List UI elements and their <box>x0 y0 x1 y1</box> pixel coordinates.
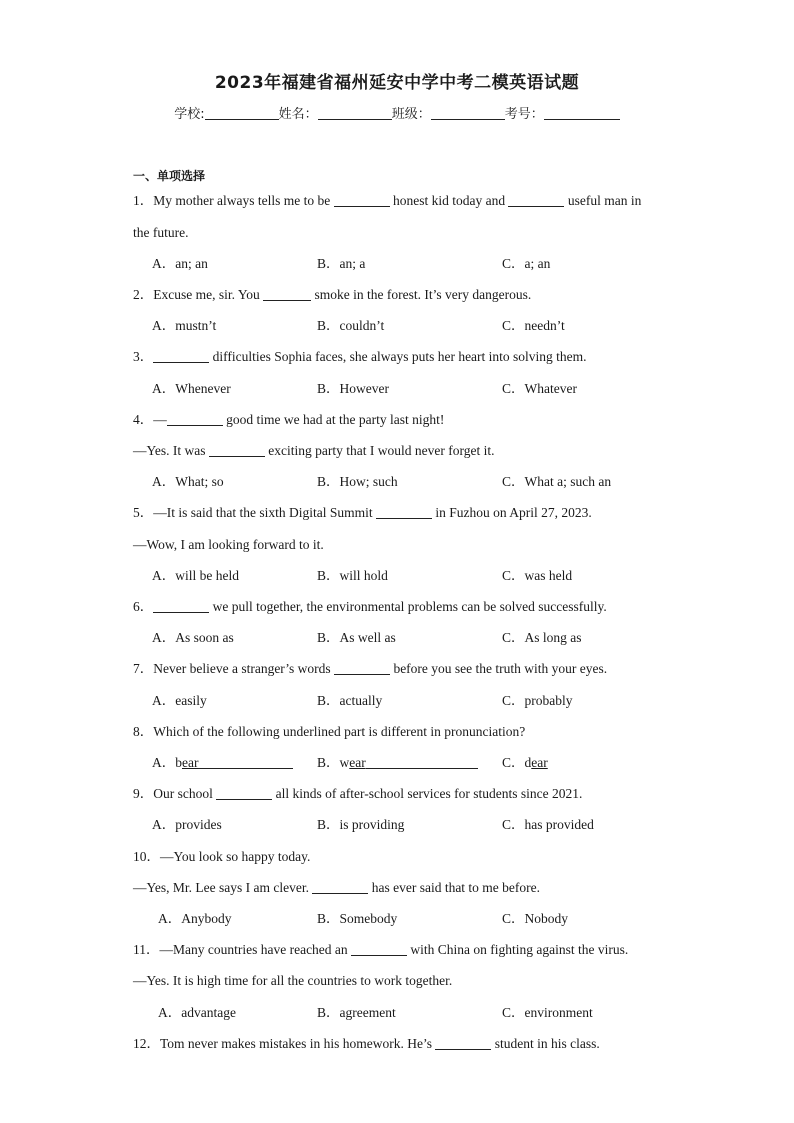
question-6-option-a[interactable]: A．As soon as <box>152 630 234 645</box>
question-4-option-b[interactable]: B．How; such <box>317 474 398 489</box>
question-text: 1．My mother always tells me to be <box>133 193 334 208</box>
question-text: 3． <box>133 349 154 364</box>
question-text: good time we had at the party last night! <box>222 412 445 427</box>
answer-blank[interactable] <box>209 443 265 457</box>
question-text: smoke in the forest. It’s very dangerous. <box>311 287 532 302</box>
question-text: difficulties Sophia faces, she always puts her heart into solving them. <box>209 349 587 364</box>
answer-blank[interactable] <box>508 193 564 207</box>
answer-blank[interactable] <box>376 505 432 519</box>
question-text: student in his class. <box>491 1036 600 1051</box>
class-label: 班级： <box>391 107 431 122</box>
question-4-line-1 <box>133 412 444 428</box>
question-6-option-c[interactable]: C．As long as <box>502 630 582 645</box>
question-text: 10．—You look so happy today. <box>133 849 311 864</box>
underlined-part: ear <box>182 755 199 770</box>
question-10-line-2 <box>133 880 540 896</box>
class-field[interactable] <box>431 106 505 120</box>
answer-blank[interactable] <box>334 193 390 207</box>
answer-blank[interactable] <box>334 661 390 675</box>
question-text: with China on fighting against the virus. <box>407 942 629 957</box>
underlined-part: ear <box>349 755 366 770</box>
question-9-option-c[interactable]: C．has provided <box>502 817 594 832</box>
question-5-line-1 <box>133 505 592 521</box>
question-8-option-c[interactable] <box>502 755 548 771</box>
question-text: honest kid today and <box>389 193 509 208</box>
question-text: 9．Our school <box>133 786 217 801</box>
question-3-option-c[interactable]: C．Whatever <box>502 381 577 396</box>
answer-blank[interactable] <box>167 412 223 426</box>
question-6-option-b[interactable]: B．As well as <box>317 630 396 645</box>
question-12-line-1 <box>133 1036 600 1052</box>
section-title: 一、单项选择 <box>133 169 206 183</box>
answer-blank[interactable] <box>153 599 209 613</box>
exam-title: 2023年福建省福州延安中学中考二模英语试题 <box>214 73 580 93</box>
question-text: 4．— <box>133 412 167 427</box>
question-7-option-b[interactable]: B．actually <box>317 693 383 708</box>
question-9-option-a[interactable]: A．provides <box>152 817 222 832</box>
question-text: all kinds of after-school services for students since 2021. <box>272 786 583 801</box>
school-label: 学校: <box>174 107 205 122</box>
school-field[interactable] <box>205 106 279 120</box>
question-4-line-2 <box>133 443 494 459</box>
question-2-option-c[interactable]: C．needn’t <box>502 318 565 333</box>
exam-number-label: 考号： <box>504 107 544 122</box>
question-text: —Yes, Mr. Lee says I am clever. <box>133 880 313 895</box>
question-2-line-1 <box>133 287 531 303</box>
question-text: 6． <box>133 599 154 614</box>
answer-blank[interactable] <box>216 786 272 800</box>
exam-number-field[interactable] <box>544 106 620 120</box>
question-7-line-1 <box>133 661 607 677</box>
question-3-option-b[interactable]: B．However <box>317 381 389 396</box>
question-5-option-c[interactable]: C．was held <box>502 568 573 583</box>
question-7-option-a[interactable]: A．easily <box>152 693 207 708</box>
answer-blank[interactable] <box>263 287 311 301</box>
question-text: —Yes. It is high time for all the countries to work together. <box>133 973 453 988</box>
question-2-option-a[interactable]: A．mustn’t <box>152 318 217 333</box>
option-prefix: B．w <box>317 755 350 770</box>
question-1-option-b[interactable]: B．an; a <box>317 256 366 271</box>
answer-blank[interactable] <box>312 880 368 894</box>
question-text: —Wow, I am looking forward to it. <box>133 537 324 552</box>
question-text: 11．—Many countries have reached an <box>133 942 352 957</box>
question-2-option-b[interactable]: B．couldn’t <box>317 318 385 333</box>
question-11-line-2 <box>133 973 452 989</box>
question-9-line-1 <box>133 786 582 802</box>
question-text: —Yes. It was <box>133 443 209 458</box>
question-text: has ever said that to me before. <box>368 880 541 895</box>
question-11-option-b[interactable]: B．agreement <box>317 1005 396 1020</box>
question-4-option-c[interactable]: C．What a; such an <box>502 474 612 489</box>
question-5-option-a[interactable]: A．will be held <box>152 568 239 583</box>
question-text: useful man in <box>564 193 642 208</box>
option-prefix: A．b <box>152 755 182 770</box>
question-10-option-a[interactable]: A．Anybody <box>158 911 232 926</box>
name-label: 姓名： <box>278 107 318 122</box>
question-3-line-1 <box>133 349 587 365</box>
question-6-line-1 <box>133 599 607 615</box>
question-7-option-c[interactable]: C．probably <box>502 693 573 708</box>
question-10-line-1 <box>133 849 310 865</box>
question-1-option-a[interactable]: A．an; an <box>152 256 208 271</box>
answer-blank[interactable] <box>435 1036 491 1050</box>
question-text: exciting party that I would never forget it. <box>264 443 495 458</box>
question-11-option-c[interactable]: C．environment <box>502 1005 593 1020</box>
question-4-option-a[interactable]: A．What; so <box>152 474 224 489</box>
question-text: before you see the truth with your eyes. <box>390 661 608 676</box>
question-10-option-c[interactable]: C．Nobody <box>502 911 569 926</box>
question-9-option-b[interactable]: B．is providing <box>317 817 405 832</box>
question-text: 8．Which of the following underlined part is different in pronunciation? <box>133 724 526 739</box>
option-prefix: C．d <box>502 755 532 770</box>
question-11-option-a[interactable]: A．advantage <box>158 1005 236 1020</box>
question-3-option-a[interactable]: A．Whenever <box>152 381 231 396</box>
question-text: 12．Tom never makes mistakes in his homework. He’s <box>133 1036 436 1051</box>
question-1-line-1 <box>133 193 641 209</box>
question-8-option-b[interactable] <box>317 755 478 771</box>
question-1-line-2 <box>133 225 188 241</box>
answer-blank[interactable] <box>153 349 209 363</box>
question-text: 2．Excuse me, sir. You <box>133 287 264 302</box>
underlined-part: ear <box>531 755 548 770</box>
question-text: 7．Never believe a stranger’s words <box>133 661 335 676</box>
question-10-option-b[interactable]: B．Somebody <box>317 911 398 926</box>
question-5-line-2 <box>133 537 324 553</box>
answer-blank[interactable] <box>351 942 407 956</box>
name-field[interactable] <box>318 106 392 120</box>
question-8-line-1 <box>133 724 525 740</box>
underline-rule <box>366 756 478 769</box>
question-8-option-a[interactable] <box>152 755 293 771</box>
question-text: we pull together, the environmental problems can be solved successfully. <box>209 599 607 614</box>
question-5-option-b[interactable]: B．will hold <box>317 568 388 583</box>
question-text: 5．—It is said that the sixth Digital Summit <box>133 505 376 520</box>
question-11-line-1 <box>133 942 628 958</box>
question-text: the future. <box>133 225 189 240</box>
student-info-row <box>0 103 794 122</box>
question-1-option-c[interactable]: C．a; an <box>502 256 551 271</box>
question-text: in Fuzhou on April 27, 2023. <box>432 505 592 520</box>
underline-rule <box>198 756 293 769</box>
